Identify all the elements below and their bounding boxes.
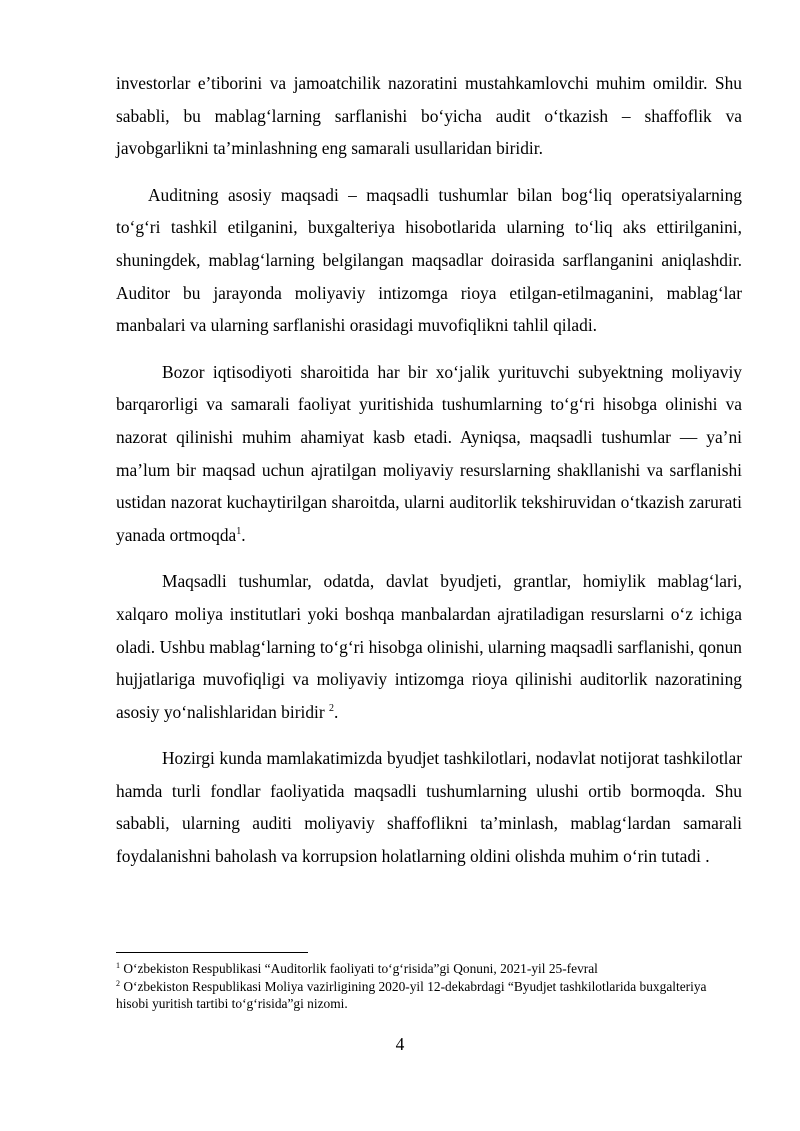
footnote-2-mark: 2 bbox=[116, 978, 120, 988]
paragraph-4-text: Maqsadli tushumlar, odatda, davlat byudjeti, grantlar, homiylik mablag‘lari, xalqaro moliya institutlari yoki boshqa manbalardan ajratiladigan resurslarni o‘z ichiga oladi. Ushbu mablag‘larning to‘g‘ri hisobga olinishi, ularning maqsadli sarflanishi, qonun hujjatlariga muvofiqligi va moliyaviy intizomga rioya qilinishi auditorlik nazoratining asosiy yo‘nalishlaridan biridir bbox=[116, 571, 742, 722]
paragraph-1 bbox=[116, 67, 742, 165]
page-number: 4 bbox=[395, 1034, 405, 1054]
paragraph-2-text: Auditning asosiy maqsadi – maqsadli tushumlar bilan bog‘liq operatsiyalarning to‘g‘ri tashkil etilganini, buxgalteriya hisobotlarida ularning to‘liq aks ettirilganini, shuningdek, mablag‘larning belgilangan maqsadlar doirasida sarflanganini aniqlashdir. Auditor bu jarayonda moliyaviy intizomga rioya etilgan-etilmaganini, mablag‘lar manbalari va ularning sarflanishi orasidagi muvofiqlikni tahlil qiladi. bbox=[116, 184, 742, 336]
paragraph-3 bbox=[116, 356, 742, 552]
footnotes bbox=[116, 960, 742, 1013]
footnote-ref-2[interactable]: 2 bbox=[329, 702, 334, 714]
footnote-ref-1[interactable]: 1 bbox=[236, 525, 242, 537]
paragraph-1-text: investorlar e’tiborini va jamoatchilik nazoratini mustahkamlovchi muhim omildir. Shu sababli, bu mablag‘larning sarflanishi bo‘yicha audit o‘tkazish – shaffoflik va javobgarlikni ta’minlashning eng samarali usullaridan biridir. bbox=[116, 73, 742, 159]
paragraph-3-text: Bozor iqtisodiyoti sharoitida har bir xo‘jalik yurituvchi subyektning moliyaviy barqarorligi va samarali faoliyat yuritishida tushumlarning to‘g‘ri hisobga olinishi va nazorat qilinishi muhim ahamiyat kasb etadi. Ayniqsa, maqsadli tushumlar — ya’ni ma’lum bir maqsad uchun ajratilgan moliyaviy resurslarning shakllanishi va sarflanishi ustidan nazorat kuchaytirilgan sharoitda, ularni auditorlik tekshiruvidan o‘tkazish zarurati yanada ortmoqda bbox=[116, 361, 742, 545]
body-text bbox=[116, 67, 742, 873]
paragraph-4-tail: . bbox=[334, 701, 339, 722]
paragraph-4 bbox=[116, 565, 742, 728]
footnote-1-text: O‘zbekiston Respublikasi “Auditorlik faoliyati to‘g‘risida”gi Qonuni, 2021-yil 25-fevral bbox=[123, 961, 598, 976]
paragraph-5 bbox=[116, 742, 742, 872]
paragraph-5-text: Hozirgi kunda mamlakatimizda byudjet tashkilotlari, nodavlat notijorat tashkilotlar hamda turli fondlar faoliyatida maqsadli tushumlarning ulushi ortib bormoqda. Shu sababli, ularning auditi moliyaviy shaffoflikni ta’minlash, mablag‘lardan samarali foydalanishni baholash va korrupsion holatlarning oldini olishda muhim o‘rin tutadi . bbox=[116, 748, 742, 867]
footnote-2-text: O‘zbekiston Respublikasi Moliya vazirligining 2020-yil 12-dekabrdagi “Byudjet tashkilotlarida buxgalteriya hisobi yuritish tartibi to‘g‘risida”gi nizomi. bbox=[116, 978, 707, 1011]
footnote-1-mark: 1 bbox=[116, 961, 120, 970]
paragraph-3-tail: . bbox=[241, 524, 246, 545]
footnote-2 bbox=[116, 978, 742, 1013]
paragraph-2 bbox=[116, 179, 742, 342]
footnote-1 bbox=[116, 960, 742, 978]
footnote-separator bbox=[116, 952, 308, 953]
